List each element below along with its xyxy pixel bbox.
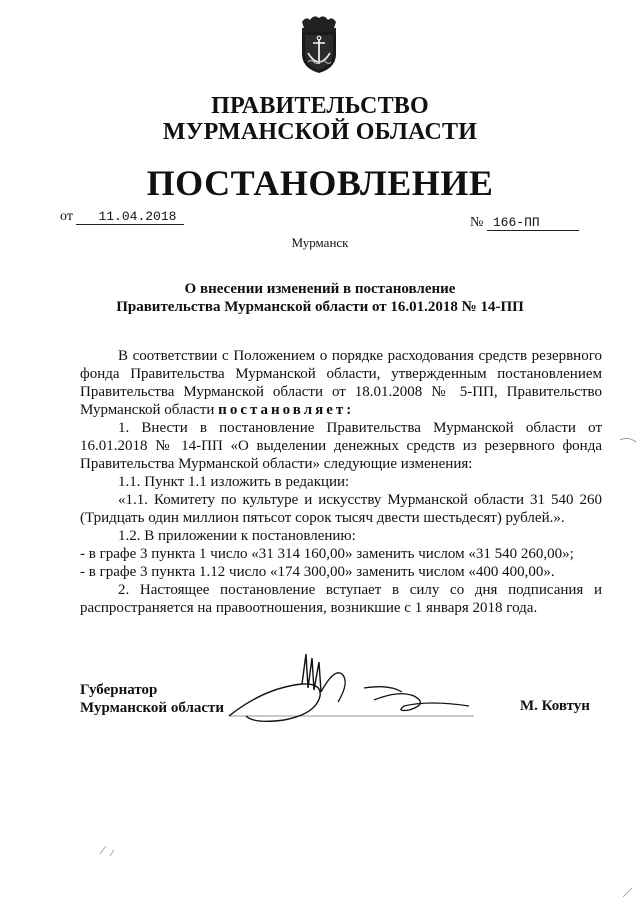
subject-line1: О внесении изменений в постановление <box>184 281 456 297</box>
government-title-line2: МУРМАНСКОЙ ОБЛАСТИ <box>162 119 478 145</box>
paragraph-1-2-item1: - в графе 3 пункта 1 число «31 314 160,00» заменить числом «31 540 260,00»; <box>80 546 574 562</box>
number-prefix: № <box>470 215 484 230</box>
coat-of-arms-icon <box>296 12 342 74</box>
paragraph-1-2-item2: - в графе 3 пункта 1.12 число «174 300,00» заменить числом «400 400,00». <box>80 564 555 580</box>
handwritten-signature <box>224 648 474 738</box>
document-type-heading: ПОСТАНОВЛЕНИЕ <box>146 163 494 203</box>
scan-mark <box>620 885 636 901</box>
signatory-role-line2: Мурманской области <box>80 700 225 716</box>
document-body <box>80 347 602 617</box>
city-name: Мурманск <box>291 235 349 250</box>
document-date: 11.04.2018 <box>76 209 184 225</box>
preamble-text: В соответствии с Положением о порядке расходования средств резервного фонда Правительства Мурманской области, утвержденным постановлением Правительства Мурманской области от 18.01.2008 № 5-ПП, Правительство Мурманской области <box>80 348 602 418</box>
document-number: 166-ПП <box>487 215 579 231</box>
scan-mark <box>618 434 638 446</box>
subject-line2: Правительства Мурманской области от 16.01.2018 № 14-ПП <box>116 299 524 315</box>
date-field <box>60 209 184 225</box>
paragraph-preamble <box>80 347 602 419</box>
signatory-role-line1: Губернатор <box>80 682 158 698</box>
number-field <box>470 215 579 231</box>
resolve-word: постановляет: <box>218 402 355 418</box>
paragraph-1: 1. Внести в постановление Правительства Мурманской области от 16.01.2018 № 14-ПП «О выделении денежных средств из резервного фонда Правительства Мурманской области» следующие изменения: <box>80 420 602 472</box>
paragraph-1-1-text: «1.1. Комитету по культуре и искусству Мурманской области 31 540 260 (Тридцать один миллион пятьсот сорок тысяч двести шестьдесят) рублей.». <box>80 492 602 526</box>
signatory-name: М. Ковтун <box>520 698 590 714</box>
scan-mark <box>96 840 126 860</box>
paragraph-1-2: 1.2. В приложении к постановлению: <box>118 528 356 544</box>
date-prefix: от <box>60 209 73 224</box>
government-title-line1: ПРАВИТЕЛЬСТВО <box>211 93 429 119</box>
paragraph-1-1: 1.1. Пункт 1.1 изложить в редакции: <box>118 474 350 490</box>
paragraph-2: 2. Настоящее постановление вступает в силу со дня подписания и распространяется на правоотношения, возникшие с 1 января 2018 года. <box>80 582 602 616</box>
